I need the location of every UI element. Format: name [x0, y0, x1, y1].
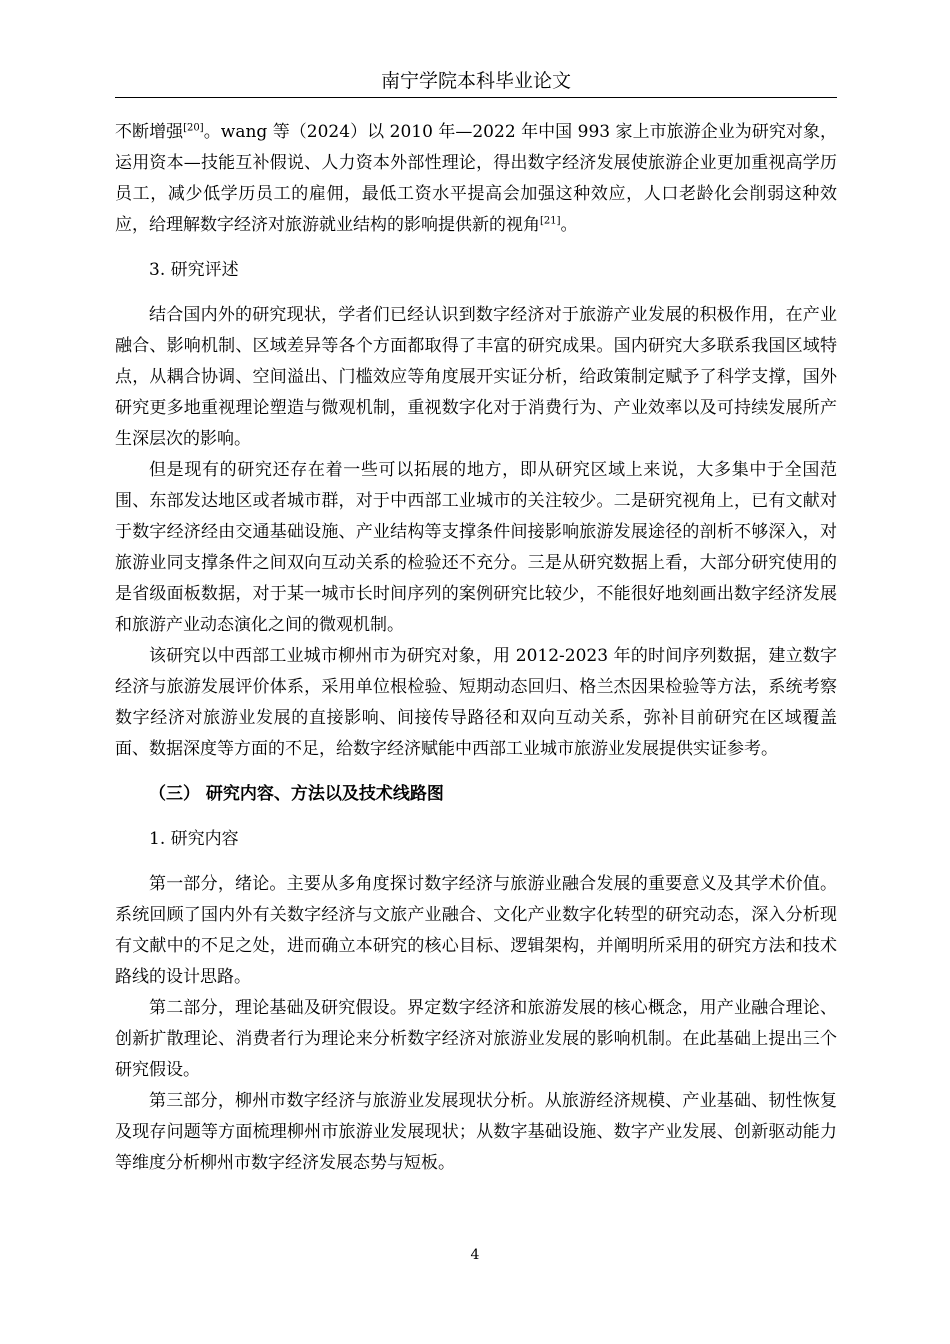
page-header [115, 70, 837, 98]
paragraph: 第一部分，绪论。主要从多角度探讨数字经济与旅游业融合发展的重要意义及其学术价值。系统回顾了国内外有关数字经济与文旅产业融合、文化产业数字化转型的研究动态，深入分析现有文献中的不足之处，进而确立本研究的核心目标、逻辑架构，并阐明所采用的研究方法和技术路线的设计思路。 [115, 874, 837, 987]
subsection-heading-content: 1. 研究内容 [149, 829, 239, 849]
paragraph: 但是现有的研究还存在着一些可以拓展的地方，即从研究区域上来说，大多集中于全国范围、东部发达地区或者城市群，对于中西部工业城市的关注较少。二是研究视角上，已有文献对于数字经济经由交通基础设施、产业结构等支撑条件间接影响旅游发展途径的剖析不够深入，对旅游业同支撑条件之间双向互动关系的检验还不充分。三是从研究数据上看，大部分研究使用的是省级面板数据，对于某一城市长时间序列的案例研究比较少，不能很好地刻画出数字经济发展和旅游产业动态演化之间的微观机制。 [115, 460, 837, 635]
paragraph: 结合国内外的研究现状，学者们已经认识到数字经济对于旅游产业发展的积极作用，在产业融合、影响机制、区域差异等各个方面都取得了丰富的研究成果。国内研究大多联系我国区域特点，从耦合协调、空间溢出、门槛效应等角度展开实证分析，给政策制定赋予了科学支撑，国外研究更多地重视理论塑造与微观机制，重视数字化对于消费行为、产业效率以及可持续发展所产生深层次的影响。 [115, 305, 837, 449]
paragraph: 第三部分，柳州市数字经济与旅游业发展现状分析。从旅游经济规模、产业基础、韧性恢复及现存问题等方面梳理柳州市旅游业发展现状；从数字基础设施、数字产业发展、创新驱动能力等维度分析柳州市数字经济发展态势与短板。 [115, 1091, 837, 1173]
paragraph: 第二部分，理论基础及研究假设。界定数字经济和旅游发展的核心概念，用产业融合理论、创新扩散理论、消费者行为理论来分析数字经济对旅游业发展的影响机制。在此基础上提出三个研究假设。 [115, 998, 837, 1080]
main-content [115, 117, 837, 1179]
section-heading: （三） 研究内容、方法以及技术线路图 [149, 784, 444, 804]
paragraph-text: 。wang 等（2024）以 2010 年—2022 年中国 993 家上市旅游企业为研究对象，运用资本—技能互补假说、人力资本外部性理论，得出数字经济发展使旅游企业更加重视高学历员工，减少低学历员工的雇佣，最低工资水平提高会加强这种效应，人口老龄化会削弱这种效应，给理解数字经济对旅游就业结构的影响提供新的视角 [115, 122, 837, 235]
page-number: 4 [470, 1247, 480, 1263]
citation-ref: [21] [540, 215, 561, 227]
paragraph-text: 不断增强 [115, 122, 184, 142]
paragraph-text: 。 [560, 215, 578, 235]
subsection-heading-review: 3. 研究评述 [149, 260, 239, 280]
header-title: 南宁学院本科毕业论文 [380, 70, 571, 92]
paragraph: 该研究以中西部工业城市柳州市为研究对象，用 2012-2023 年的时间序列数据，建立数字经济与旅游发展评价体系，采用单位根检验、短期动态回归、格兰杰因果检验等方法，系统考察数字经济对旅游业发展的直接影响、间接传导路径和双向互动关系，弥补目前研究在区域覆盖面、数据深度等方面的不足，给数字经济赋能中西部工业城市旅游业发展提供实证参考。 [115, 646, 837, 759]
paragraph-continued [115, 117, 837, 241]
citation-ref: [20] [183, 122, 204, 134]
page-footer [0, 1247, 950, 1263]
